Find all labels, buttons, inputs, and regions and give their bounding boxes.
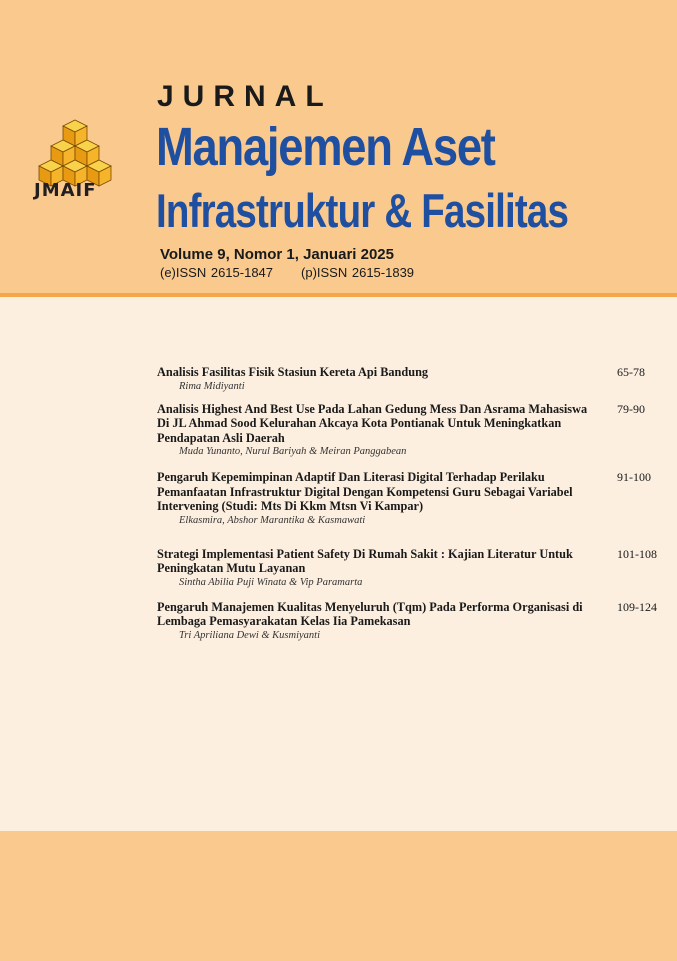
article-pages: 79-90 [617, 401, 645, 416]
article-authors: Elkasmira, Abshor Marantika & Kasmawati [179, 514, 366, 526]
journal-title-line1: Manajemen Aset [156, 117, 495, 177]
article-title[interactable]: Pengaruh Manajemen Kualitas Menyeluruh (Tqm) Pada Performa Organisasi di Lembaga Pemasyarakatan Kelas Iia Pamekasan [157, 599, 583, 628]
table-of-contents [157, 365, 662, 642]
article-authors: Muda Yunanto, Nurul Bariyah & Meiran Panggabean [179, 446, 407, 457]
e-issn: (e)ISSN 2615-1847 [160, 265, 274, 280]
issn-info [160, 265, 414, 280]
article-title[interactable]: Analisis Fasilitas Fisik Stasiun Kereta Api Bandung [157, 365, 429, 379]
article-pages: 101-108 [617, 546, 657, 561]
article-authors: Sintha Abilia Puji Winata & Vip Paramarta [179, 576, 363, 588]
article-title[interactable]: Analisis Highest And Best Use Pada Lahan Gedung Mess Dan Asrama Mahasiswa Di JL Ahmad Sood Kelurahan Akcaya Kota Pontianak Untuk Meningkatkan Pendapatan Asli Daerah [157, 401, 588, 445]
article-title[interactable]: Pengaruh Kepemimpinan Adaptif Dan Literasi Digital Terhadap Perilaku Pemanfaatan Infrastruktur Digital Dengan Kompetensi Guru Sebagai Variabel Intervening (Studi: Mts Di Kkm Mtsn Vi Kampar) [157, 470, 573, 513]
journal-label: JURNAL [157, 80, 333, 113]
footer-band [0, 831, 677, 961]
article-pages: 91-100 [617, 470, 651, 484]
journal-title-line2: Infrastruktur & Fasilitas [156, 184, 569, 237]
article-title[interactable]: Strategi Implementasi Patient Safety Di Rumah Sakit : Kajian Literatur Untuk Peningkatan Mutu Layanan [157, 546, 573, 575]
article-entry[interactable] [157, 402, 662, 459]
article-entry[interactable] [157, 470, 662, 527]
article-pages: 65-78 [617, 365, 645, 379]
p-issn: (p)ISSN 2615-1839 [301, 265, 415, 280]
article-pages: 109-124 [617, 599, 657, 614]
article-entry[interactable] [157, 365, 662, 393]
logo-text: JMAIF [34, 180, 97, 201]
article-entry[interactable] [157, 600, 662, 642]
article-authors: Tri Apriliana Dewi & Kusmiyanti [179, 629, 320, 641]
article-entry[interactable] [157, 547, 662, 589]
volume-info: Volume 9, Nomor 1, Januari 2025 [160, 246, 394, 263]
article-authors: Rima Midiyanti [179, 380, 245, 392]
